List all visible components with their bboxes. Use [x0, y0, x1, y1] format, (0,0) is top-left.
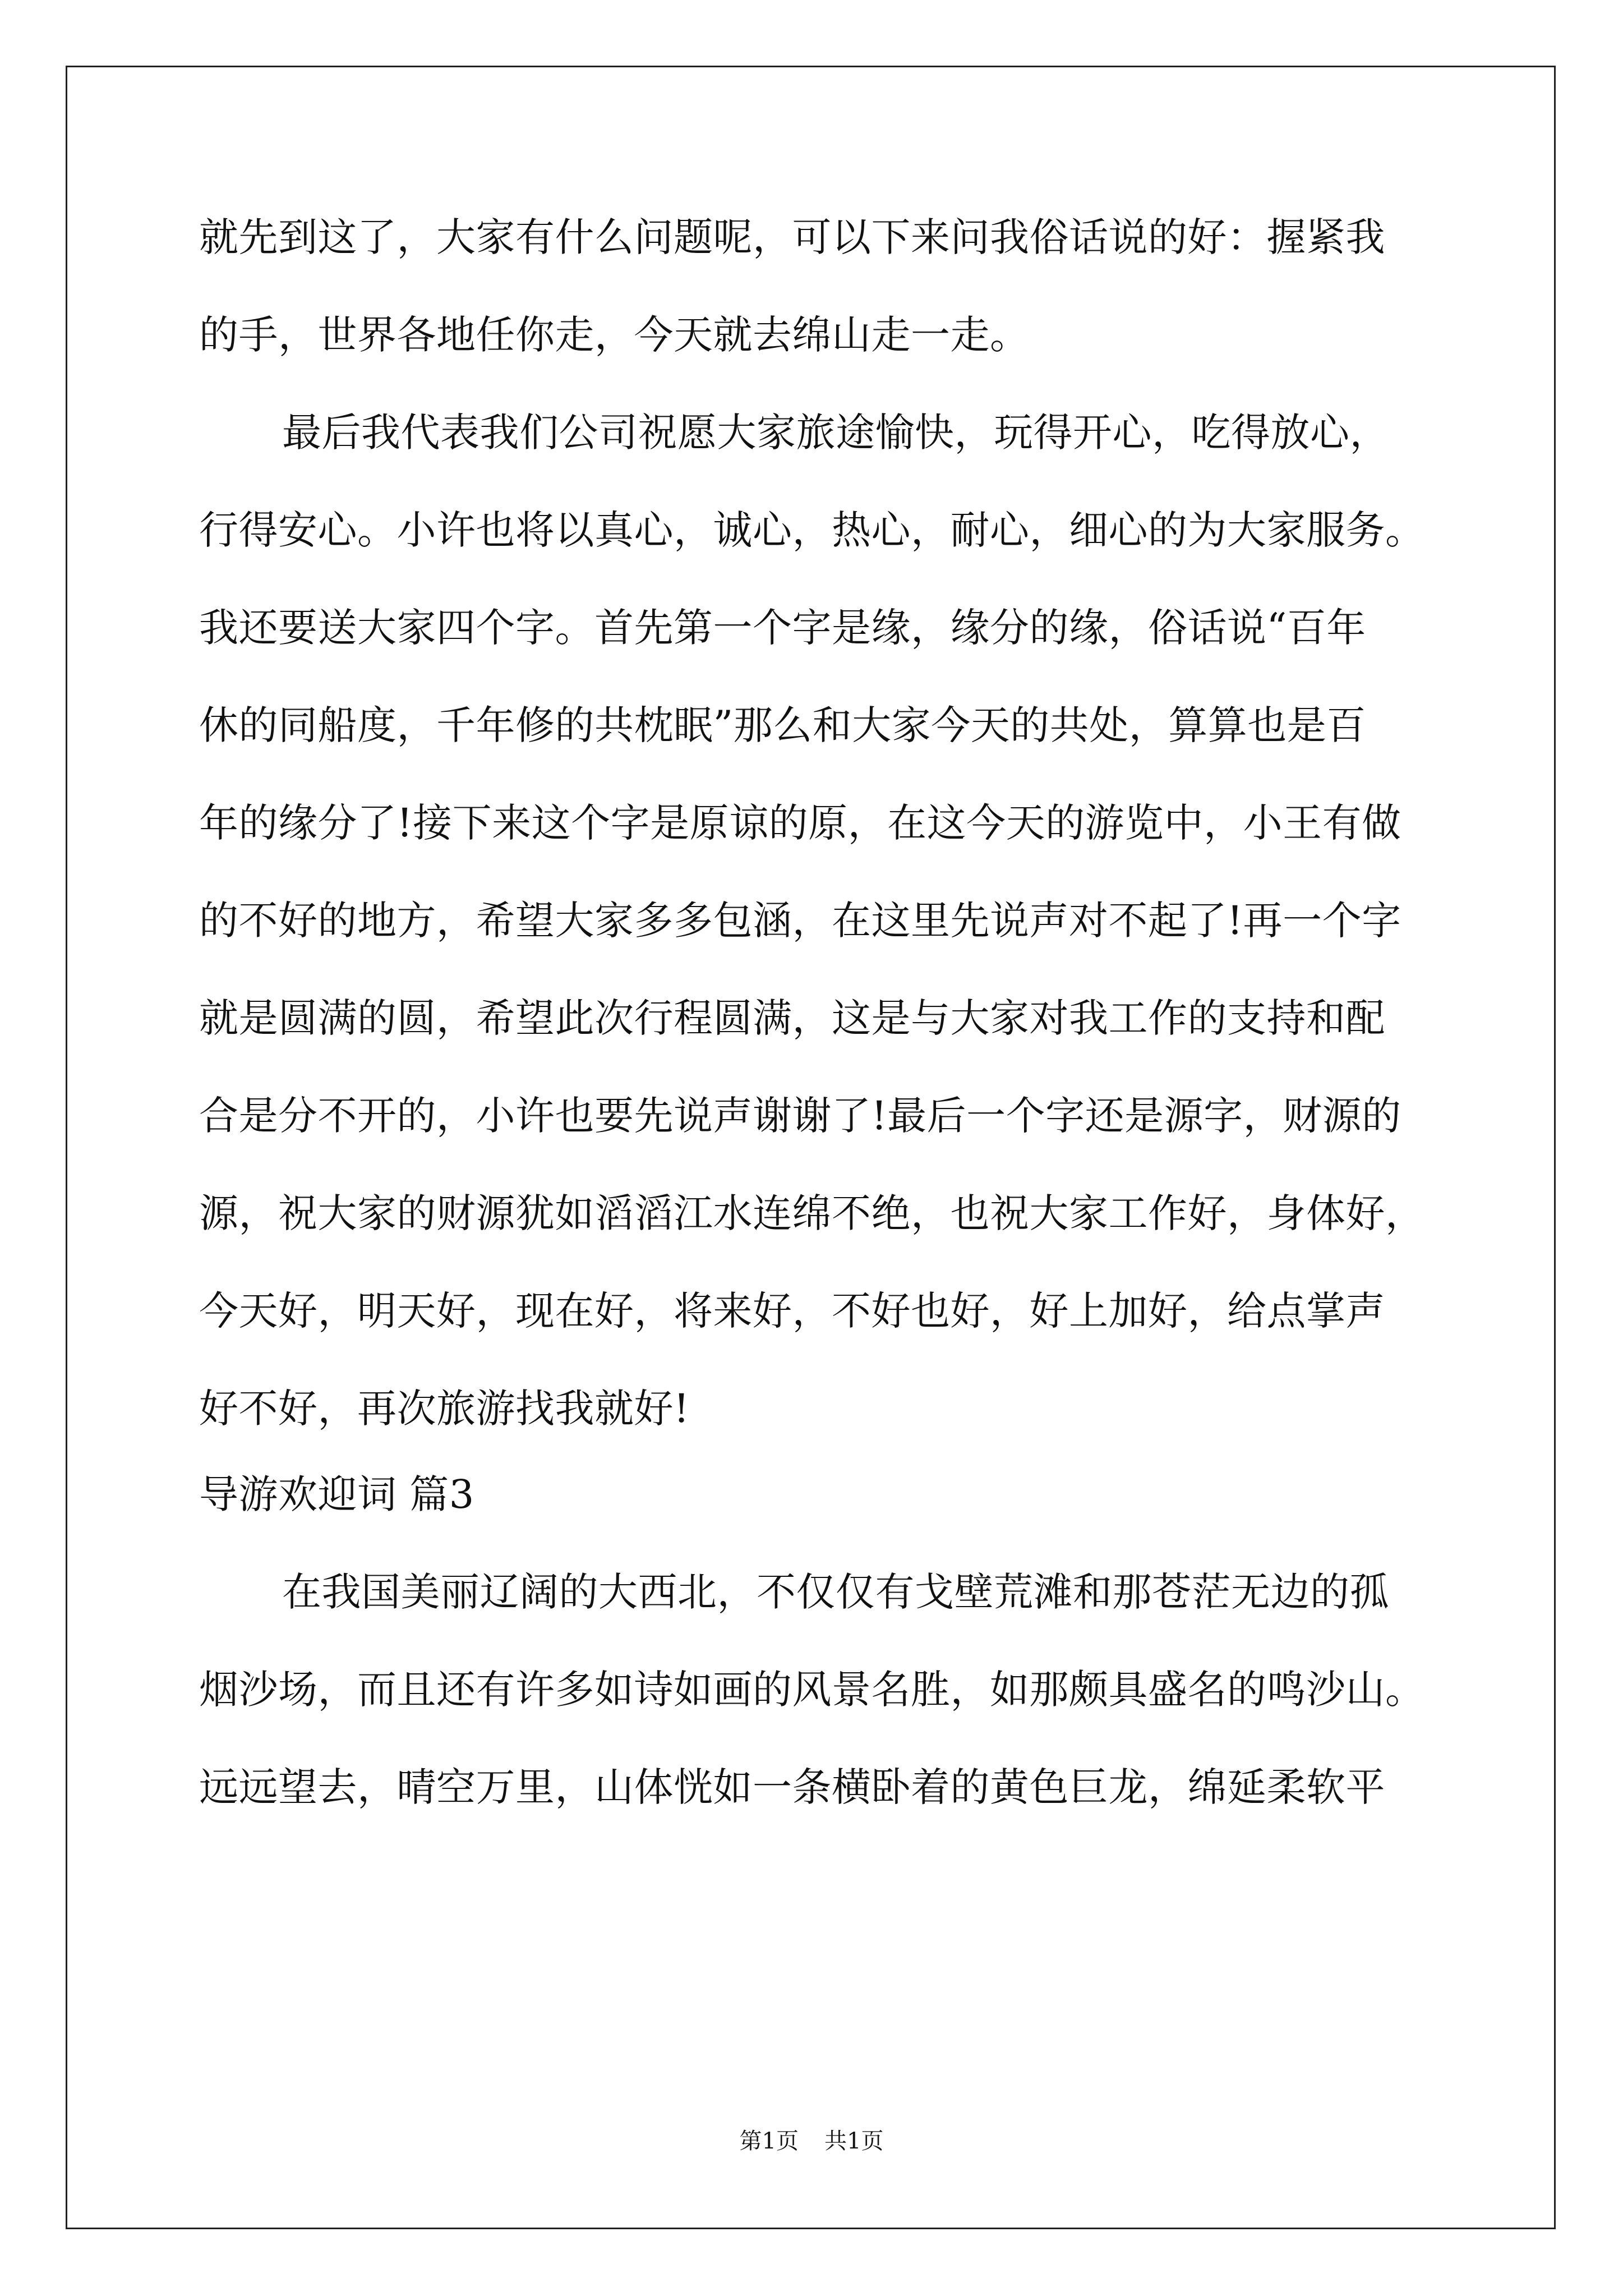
text-line: 就是圆满的圆，希望此次行程圆满，这是与大家对我工作的支持和配 [199, 995, 1385, 1041]
text-line: 源，祝大家的财源犹如滔滔江水连绵不绝，也祝大家工作好，身体好， [199, 1190, 1425, 1236]
text-line: 烟沙场，而且还有许多如诗如画的风景名胜，如那颇具盛名的鸣沙山。 [199, 1667, 1425, 1713]
page-footer [0, 2130, 1623, 2152]
text-line: 就先到这了，大家有什么问题呢，可以下来问我俗话说的好：握紧我 [199, 214, 1385, 260]
text-line: 的不好的地方，希望大家多多包涵，在这里先说声对不起了!再一个字 [199, 898, 1401, 944]
section-heading: 导游欢迎词 篇3 [199, 1471, 474, 1517]
text-line: 我还要送大家四个字。首先第一个字是缘，缘分的缘，俗话说“百年 [199, 605, 1366, 651]
text-line: 年的缘分了!接下来这个字是原谅的原，在这今天的游览中，小王有做 [199, 800, 1401, 846]
page-total: 共1页 [824, 2128, 884, 2154]
text-line: 远远望去，晴空万里，山体恍如一条横卧着的黄色巨龙，绵延柔软平 [199, 1764, 1385, 1810]
page-number: 第1页 [739, 2128, 799, 2154]
text-line: 行得安心。小许也将以真心，诚心，热心，耐心，细心的为大家服务。 [199, 507, 1425, 553]
text-line: 合是分不开的，小许也要先说声谢谢了!最后一个字还是源字，财源的 [199, 1093, 1401, 1139]
text-line: 最后我代表我们公司祝愿大家旅途愉快，玩得开心，吃得放心， [282, 409, 1389, 455]
text-line: 在我国美丽辽阔的大西北，不仅仅有戈壁荒滩和那苍茫无边的孤 [282, 1569, 1389, 1615]
text-line: 今天好，明天好，现在好，将来好，不好也好，好上加好，给点掌声 [199, 1288, 1385, 1334]
text-line: 的手，世界各地任你走，今天就去绵山走一走。 [199, 312, 1030, 358]
text-line: 休的同船度，千年修的共枕眠”那么和大家今天的共处，算算也是百 [199, 702, 1366, 748]
document-body [199, 214, 1444, 1810]
text-line: 好不好，再次旅游找我就好! [199, 1386, 690, 1432]
